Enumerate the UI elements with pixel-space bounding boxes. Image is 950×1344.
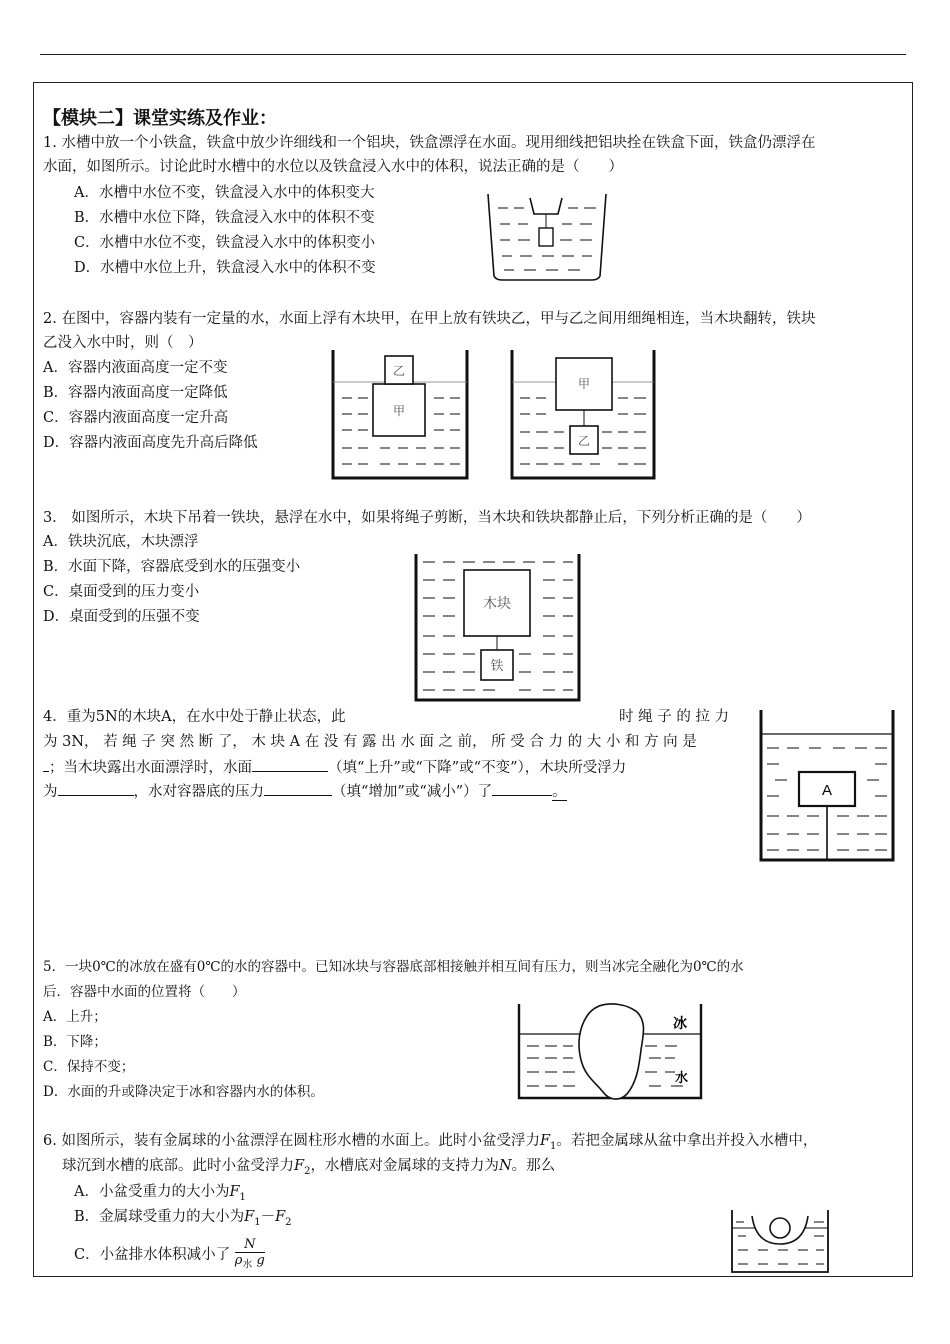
module-title: 【模块二】课堂实练及作业：: [43, 108, 277, 129]
q5-option-d: D．水面的升或降决定于冰和容器内水的体积。: [43, 1084, 324, 1100]
q6-F1-sub: 1: [550, 1140, 557, 1152]
q6-line1a: 6. 如图所示，装有金属球的小盆漂浮在圆柱形水槽的水面上。此时小盆受浮力: [43, 1133, 540, 1149]
q6-optB-sub2: 2: [285, 1216, 292, 1228]
q3-option-b: B．水面下降，容器底受到水的压强变小: [43, 559, 301, 575]
q4-blank-water-level[interactable]: [252, 755, 328, 772]
q4-label-a: A: [821, 782, 833, 799]
q6-optB-minus: －: [260, 1209, 276, 1225]
q2-option-b: B．容器内液面高度一定降低: [43, 385, 228, 401]
q6-line2c: 。那么: [511, 1158, 556, 1174]
q6-N-symbol: N: [498, 1158, 512, 1174]
q2-figure-left: [330, 348, 470, 482]
q4-line4a: 为: [43, 784, 58, 800]
q6-option-c-text: C．小盆排水体积减小了: [74, 1246, 231, 1263]
q1-option-c: C．水槽中水位不变，铁盒浸入水中的体积变小: [74, 235, 376, 251]
q4-blank-buoyancy[interactable]: [58, 779, 134, 796]
q4-line2: 为 3N， 若 绳 子 突 然 断 了， 木 块 A 在 没 有 露 出 水 面 之 前， 所 受 合 力 的 大 小 和 方 向 是: [43, 734, 697, 750]
q6-line1b: 。若把金属球从盆中拿出并投入水槽中，: [556, 1133, 818, 1149]
q3-option-d: D．桌面受到的压强不变: [43, 609, 200, 625]
q1-option-d: D．水槽中水位上升，铁盒浸入水中的体积不变: [74, 260, 376, 276]
q6-F2-symbol: F: [294, 1158, 305, 1174]
q6-line2a: 球沉到水槽的底部。此时小盆受浮力: [62, 1158, 294, 1174]
q6-optB-sub1: 1: [254, 1216, 261, 1228]
q2-stem-line1: 2. 在图中，容器内装有一定量的水，水面上浮有木块甲，在甲上放有铁块乙，甲与乙之间用细绳相连，当木块翻转，铁块: [43, 311, 816, 327]
q6-option-a-text: A．小盆受重力的大小为: [74, 1184, 230, 1200]
q4-blank-pressure-change[interactable]: [264, 779, 332, 796]
q6-optA-F: F: [229, 1184, 240, 1200]
q6-metal-ball: [770, 1218, 790, 1238]
q6-F1-symbol: F: [539, 1133, 551, 1149]
q4-line1b: 时 绳 子 的 拉 力: [619, 709, 730, 725]
q2-label-jia: 甲: [392, 404, 406, 418]
q5-option-a: A．上升；: [43, 1009, 107, 1025]
q2-label-jia-right: 甲: [577, 377, 591, 391]
q6-optB-F1: F: [244, 1209, 255, 1225]
q5-label-ice: 冰: [673, 1016, 687, 1032]
q6-option-b: [74, 1205, 292, 1235]
q6-option-b-text: B．金属球受重力的大小为: [74, 1209, 245, 1225]
q4-blank-pressure-amount[interactable]: [492, 779, 552, 796]
q3-label-iron: 铁: [490, 659, 504, 674]
q4-line4: [43, 779, 567, 804]
q2-label-yi-right: 乙: [577, 434, 591, 448]
q5-option-c: C．保持不变；: [43, 1059, 135, 1075]
q5-stem-line1: 5．一块0℃的冰放在盛有0℃的水的容器中。已知冰块与容器底部相接触并相互间有压力，则当冰完全融化为0℃的水: [43, 959, 744, 975]
q4-line4b: ，水对容器底的压力: [133, 784, 264, 800]
q1-stem-line2: 水面，如图所示。讨论此时水槽中的水位以及铁盒浸入水中的体积，说法正确的是（ ）: [43, 159, 623, 175]
q6-optA-sub: 1: [239, 1191, 246, 1203]
q6-fraction: [235, 1237, 265, 1273]
q3-figure-tank: [413, 552, 583, 704]
q6-line2b: ，水槽底对金属球的支持力为: [310, 1158, 499, 1174]
q2-option-d: D．容器内液面高度先升高后降低: [43, 435, 258, 451]
q1-stem-line1: 1. 水槽中放一个小铁盒，铁盒中放少许细线和一个铝块，铁盒漂浮在水面。现用细线把铝块拴在铁盒下面，铁盒仍漂浮在: [43, 135, 816, 151]
q4-line4c: （填“增加”或“减小”）了: [332, 784, 493, 800]
q2-figure-right: [508, 348, 658, 482]
q6-optB-F2: F: [275, 1209, 286, 1225]
q2-option-c: C．容器内液面高度一定升高: [43, 410, 229, 426]
q1-option-b: B．水槽中水位下降，铁盒浸入水中的体积不变: [74, 210, 375, 226]
q4-line4d: 。: [552, 784, 567, 800]
q3-stem: 3． 如图所示，木块下吊着一铁块，悬浮在水中，如果将绳子剪断，当木块和铁块都静止后，下列分析正确的是（ ）: [43, 510, 811, 526]
q5-option-b: B．下降；: [43, 1034, 107, 1050]
q6-frac-numerator: N: [235, 1237, 265, 1253]
q6-figure-tank: [728, 1208, 832, 1280]
q2-option-a: A．容器内液面高度一定不变: [43, 360, 228, 376]
q4-figure-tank: [757, 708, 897, 864]
q1-option-a: A．水槽中水位不变，铁盒浸入水中的体积变大: [74, 185, 375, 201]
q5-ice-block: [579, 1004, 644, 1099]
q1-figure-tank: [484, 190, 610, 284]
q6-F2-sub: 2: [304, 1165, 311, 1177]
q3-label-wood: 木块: [483, 596, 511, 612]
q4-line3b: （填“上升”或“下降”或“不变”），木块所受浮力: [328, 760, 627, 776]
q5-label-water: 水: [675, 1071, 689, 1086]
q4-line3a: ；当木块露出水面漂浮时，水面: [49, 760, 252, 776]
q5-figure-tank: [515, 1002, 705, 1102]
header-rule: [40, 54, 906, 55]
q2-label-yi: 乙: [392, 364, 406, 378]
q6-frac-denominator: $\rho_水$ g: [234, 1253, 265, 1271]
q2-stem-line2: 乙没入水中时，则（ ）: [43, 335, 203, 351]
q3-option-a: A．铁块沉底，木块漂浮: [43, 534, 199, 550]
q6-option-c: [74, 1237, 265, 1273]
q5-stem-line2: 后．容器中水面的位置将（ ）: [43, 984, 246, 1000]
q4-line1a: 4．重为5N的木块A，在水中处于静止状态，此: [43, 709, 346, 725]
q4-line3: [43, 755, 626, 780]
q3-option-c: C．桌面受到的压力变小: [43, 584, 200, 600]
